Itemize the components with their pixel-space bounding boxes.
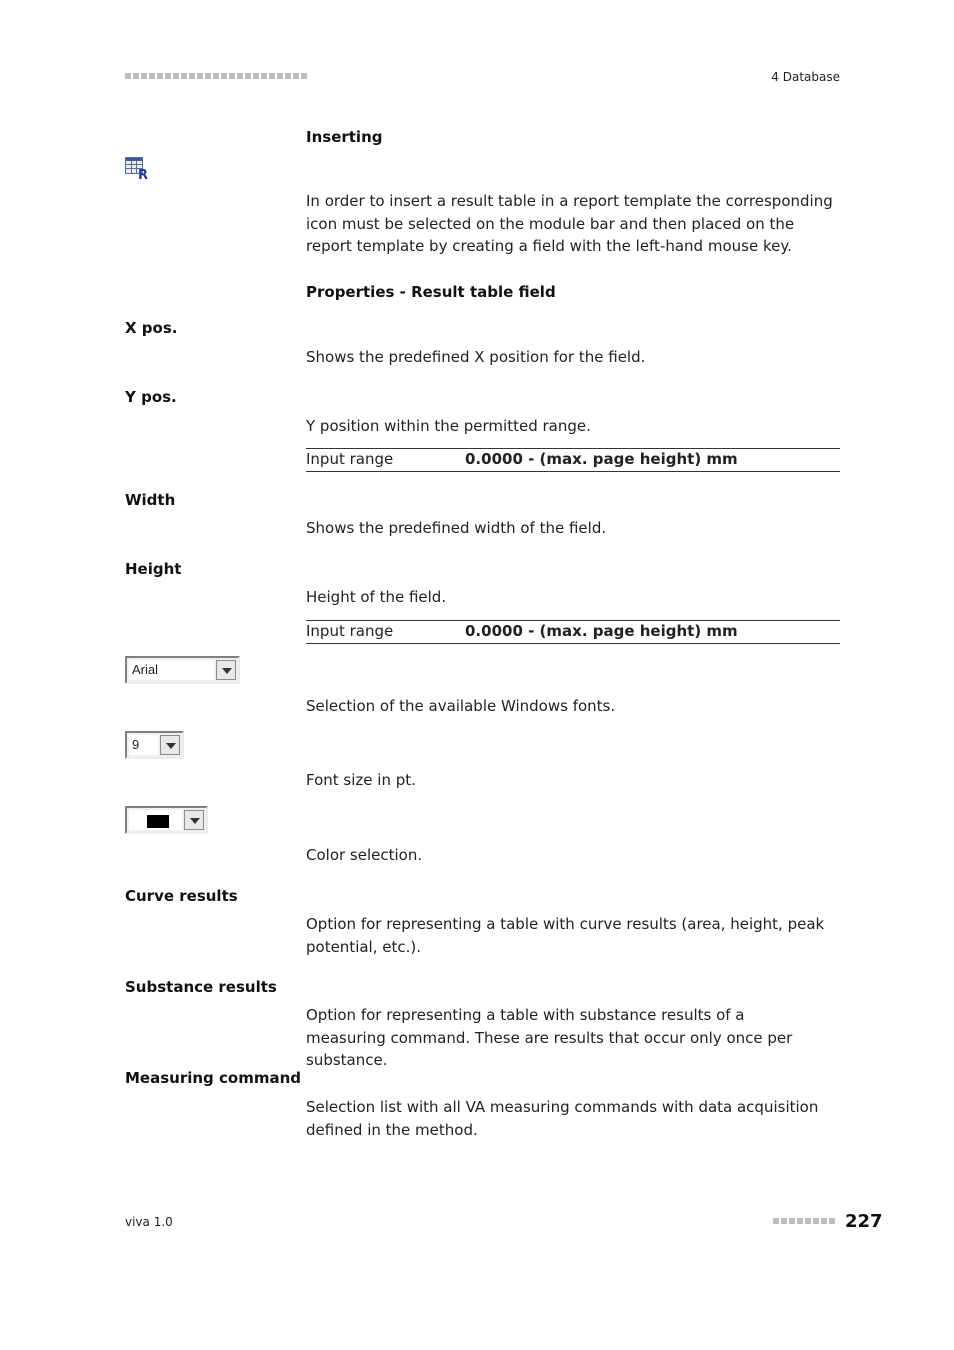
height-range-value: 0.0000 - (max. page height) mm [465,622,738,640]
chevron-down-icon[interactable] [184,810,204,830]
result-table-icon [125,157,149,180]
product-version: viva 1.0 [125,1215,173,1229]
chevron-down-icon[interactable] [160,735,180,755]
substance-results-text: Option for representing a table with substance results of a measuring command. These are results that occur only once per substance. [306,1006,793,1069]
substance-results-label: Substance results [125,978,277,996]
width-text: Shows the predefined width of the field. [306,519,607,537]
height-input-range [306,620,840,644]
font-select[interactable] [125,656,240,684]
height-text: Height of the field. [306,588,447,606]
measuring-command-text: Selection list with all VA measuring commands with data acquisition defined in the method. [306,1098,819,1139]
measuring-command-label: Measuring command [125,1069,302,1087]
curve-results-label: Curve results [125,887,238,905]
width-label: Width [125,491,176,509]
font-size-select[interactable] [125,731,184,759]
chapter-title: 4 Database [771,70,840,84]
color-swatch [147,815,169,828]
inserting-text: In order to insert a result table in a report template the corresponding icon must be selected on the module bar and then placed on the report template by creating a field with the left-hand mouse key. [306,192,833,255]
xpos-label: X pos. [125,319,178,337]
ypos-label: Y pos. [125,388,177,406]
font-select-value: Arial [129,660,214,680]
color-select-field [129,810,182,830]
properties-heading: Properties - Result table field [306,283,556,301]
inserting-heading: Inserting [306,128,383,146]
font-text: Selection of the available Windows fonts. [306,697,616,715]
ypos-range-label: Input range [306,450,394,468]
ypos-range-value: 0.0000 - (max. page height) mm [465,450,738,468]
color-select[interactable] [125,806,208,834]
ypos-input-range [306,448,840,472]
footer-decoration [773,1218,835,1224]
page-number: 227 [845,1211,883,1232]
height-label: Height [125,560,182,578]
ypos-text: Y position within the permitted range. [306,417,591,435]
height-range-label: Input range [306,622,394,640]
font-size-value: 9 [129,735,158,755]
header-decoration [125,73,307,79]
color-text: Color selection. [306,846,423,864]
xpos-text: Shows the predefined X position for the field. [306,348,646,366]
size-text: Font size in pt. [306,771,416,789]
curve-results-text: Option for representing a table with curve results (area, height, peak potential, etc.). [306,915,825,956]
chevron-down-icon[interactable] [216,660,236,680]
svg-text:R: R [138,168,149,180]
